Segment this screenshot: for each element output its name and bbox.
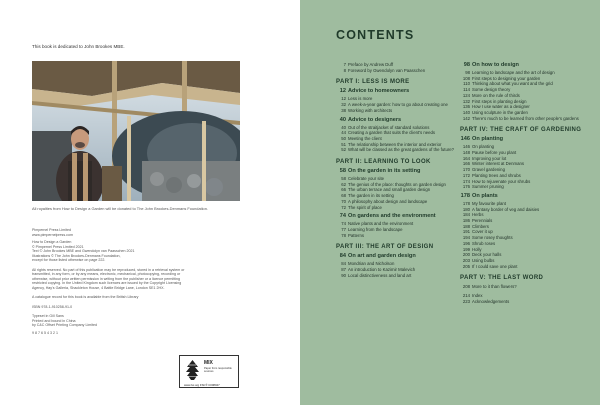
typeset-info: Typeset in Gill Sans	[32, 314, 64, 318]
page-number: 51	[341, 141, 346, 147]
entry-title: On art and garden design	[348, 253, 416, 260]
isbn: ISBN 978-1-910258-91-0	[32, 304, 73, 309]
entry-title: Shrub roses	[472, 240, 496, 246]
contents-title: CONTENTS	[336, 28, 415, 42]
page-number: 108	[462, 75, 470, 81]
entry-title: Learning from the landscape	[348, 226, 403, 232]
page-number: 50	[341, 135, 346, 141]
page-number: 184	[462, 212, 470, 218]
entry-title: On planting	[472, 136, 504, 143]
page-number: 191	[462, 229, 470, 235]
copyright-publisher: © Pimpernel Press Limited 2021	[32, 244, 84, 249]
entry-title: More on the rule of thirds	[472, 92, 520, 98]
entry-title: Preface by Andrew Duff	[348, 62, 394, 67]
page-number: 146	[460, 136, 470, 143]
entry-title: Meeting the client	[348, 135, 382, 141]
entry-title: Holly	[472, 246, 482, 252]
page-number: 146	[462, 144, 470, 150]
contents-entry	[336, 273, 456, 279]
printer-info: by C&C Offset Printing Company Limited	[32, 323, 98, 327]
catalogue-statement: A catalogue record for this book is available from the British Library	[32, 295, 139, 299]
page-number: 223	[462, 298, 470, 304]
book-title: How to Design a Garden	[32, 240, 72, 244]
entry-title: Using bulbs	[472, 257, 495, 263]
page-number: 58	[339, 168, 346, 175]
page-number: 84	[341, 261, 346, 267]
entry-title: On plants	[472, 192, 498, 199]
page-number: 132	[462, 98, 470, 104]
photo-illustration	[32, 61, 240, 201]
page-number: 178	[460, 192, 470, 199]
entry-title: How to rejuvenate your shrubs	[472, 178, 531, 184]
entry-title: Less is more	[348, 96, 373, 102]
part-heading: PART III: THE ART OF DESIGN	[336, 244, 434, 251]
photo-caption: All royalties from How to Design a Garden will be donated to The John Brookes-Denmans Foundation.	[32, 206, 208, 211]
page-number: 164	[462, 155, 470, 161]
chapter-heading	[336, 117, 456, 124]
page-number: 196	[462, 240, 470, 246]
entry-title: Cover it up	[472, 229, 493, 235]
entry-title: Some rosey thoughts	[472, 235, 513, 241]
page-number: 98	[465, 70, 470, 75]
page-number: 180	[462, 206, 470, 212]
page-number: 203	[462, 257, 470, 263]
part-heading: PART IV: THE CRAFT OF GARDENING	[460, 127, 582, 134]
page-number: 140	[462, 109, 470, 115]
contents-entry	[460, 299, 600, 305]
chapter-heading	[336, 88, 456, 95]
contents-entry	[460, 284, 600, 290]
page-number: 7	[343, 62, 346, 67]
rights-statement: All rights reserved. No part of this publication may be reproduced, stored in a retrieval system or transmitted, in any form, or by any means, electronic, mechanical, photocopying, recording or otherwise, without prior written permission in writing from the publisher or a licence permitting restricted copying. In the United Kingdom such licences are issued by the Copyright Licensing Agency, Hay's Galleria, Shackleton House, 4 Battle Bridge Lane, London SE1 2HX.	[32, 267, 185, 290]
page-number: 114	[463, 87, 470, 93]
page-number: 186	[462, 218, 470, 224]
page-number: 214	[462, 293, 470, 299]
entry-title: Perennials	[472, 218, 493, 224]
page-number: 66	[341, 187, 346, 193]
fsc-mix-label: MIX	[204, 360, 213, 366]
entry-title: Winter interest at Denmans	[472, 161, 525, 167]
entry-title: Index	[472, 293, 483, 299]
page-number: 44	[341, 130, 346, 136]
entry-title: If I could save one plant	[472, 263, 518, 269]
contents-entry	[460, 264, 600, 270]
contents-page	[300, 0, 600, 405]
entry-title: Herbs	[472, 212, 484, 218]
page-number: 62	[341, 181, 346, 187]
copyright-except: except for those listed otherwise on page 222.	[32, 258, 106, 262]
page-number: 8	[343, 67, 346, 73]
contents-entry	[336, 147, 456, 153]
contents-entry	[460, 184, 600, 190]
fsc-site: www.fsc.org	[184, 383, 200, 387]
entry-title: Deck your halls	[472, 252, 502, 258]
contents-entry	[336, 108, 456, 114]
page-number: 58	[341, 176, 346, 182]
fsc-logo	[179, 355, 239, 388]
entry-title: The spirit of place	[348, 204, 382, 210]
chapter-heading	[460, 62, 600, 69]
page-number: 136	[462, 104, 470, 110]
entry-title: Improving your lot	[472, 155, 507, 161]
page-number: 208	[462, 284, 470, 290]
part-heading: PART I: LESS IS MORE	[336, 79, 410, 86]
page-number: 72	[341, 204, 346, 210]
page-number: 148	[462, 150, 470, 156]
contents-entry	[460, 116, 600, 122]
page-number: 74	[339, 213, 346, 220]
entry-title: Local distinctiveness and land art	[348, 272, 412, 278]
page-number: 87	[341, 267, 346, 273]
entry-title: A week-a-year garden: how to go about creating one	[348, 102, 448, 108]
entry-title: Planting trees and shrubs	[472, 172, 521, 178]
chapter-heading	[460, 136, 600, 143]
entry-title: Climbers	[472, 223, 489, 229]
entry-title: Native plants and the environment	[348, 221, 414, 227]
part-heading: PART V: THE LAST WORD	[460, 275, 544, 282]
entry-title: Out of the straitjacket of standard solutions	[348, 124, 430, 130]
page-number: 77	[341, 226, 346, 232]
page-number: 172	[462, 172, 470, 178]
chapter-heading	[336, 253, 456, 260]
entry-title: Celebrate your site	[348, 176, 385, 182]
page-number: 174	[462, 178, 470, 184]
page-number: 166	[462, 161, 470, 167]
page-number: 84	[339, 253, 346, 260]
page-number: 38	[341, 107, 346, 113]
entry-title: The relationship between the interior and exterior	[348, 141, 442, 147]
entry-title: First steps to designing your garden	[472, 75, 541, 81]
contents-column-2	[460, 62, 600, 305]
page-number: 78	[341, 232, 346, 238]
contents-entry	[336, 205, 456, 211]
page-number: 178	[462, 200, 470, 206]
page-number: 12	[341, 96, 346, 102]
entry-title: My favourite plant	[472, 200, 506, 206]
entry-title: Thinking about what you want and the grid	[472, 81, 553, 87]
entry-title: Patterns	[348, 232, 365, 238]
part-heading: PART II: LEARNING TO LOOK	[336, 159, 431, 166]
publisher-website: www.pimpernelpress.com	[32, 232, 73, 237]
chapter-heading	[460, 193, 600, 200]
entry-title: Advice to designers	[348, 116, 402, 123]
entry-title: What will be classed as the great gardens of the future?	[348, 147, 455, 153]
entry-title: First steps in planting design	[472, 98, 527, 104]
page-number: 12	[339, 88, 346, 95]
page-number: 40	[341, 124, 346, 130]
page-number: 90	[341, 272, 346, 278]
entry-title: On the garden in its setting	[348, 168, 421, 175]
entry-title: An introduction to Kazimir Malevich	[348, 267, 416, 273]
page-number: 74	[341, 221, 346, 227]
contents-entry	[336, 233, 456, 239]
contents-column-1	[336, 62, 456, 278]
entry-title: A fantasy border of veg and daisies	[472, 206, 540, 212]
entry-title: Foreword by Gwendolyn van Paasschen	[348, 67, 426, 73]
entry-title: On how to design	[472, 62, 519, 68]
page-number: 142	[462, 115, 470, 121]
entry-title: The garden in its setting	[348, 193, 394, 199]
dedication-text: This book is dedicated to John Brookes MBE.	[32, 44, 125, 49]
page-number: 205	[462, 263, 470, 269]
publisher-name: Pimpernel Press Limited	[32, 228, 71, 232]
page-number: 40	[339, 116, 346, 123]
fsc-tree-icon	[184, 359, 201, 381]
entry-title: More to it than flowers?	[472, 284, 517, 290]
page-number: 52	[341, 147, 346, 153]
photo-gardener-shed	[32, 61, 240, 201]
entry-title: Working with architects	[348, 107, 393, 113]
page-number: 70	[341, 198, 346, 204]
entry-title: Summer pruning	[472, 184, 504, 190]
page-number: 68	[341, 193, 346, 199]
entry-title: Pause before you plant	[472, 150, 517, 156]
page-number: 194	[462, 235, 470, 241]
entry-title: On gardens and the environment	[348, 213, 436, 220]
copyright-illustrations: Illustrations © The John Brookes-Denmans Foundation,	[32, 253, 121, 258]
page-number: 110	[463, 81, 470, 87]
entry-title: How I use water as a designer	[472, 104, 530, 110]
copyright-text: Text © John Brookes MBE and Gwendolyn van Paasschen 2021	[32, 249, 135, 253]
entry-title: On planting	[472, 144, 494, 150]
entry-title: Gravel gardening	[472, 167, 505, 173]
chapter-heading	[336, 213, 456, 220]
page-number: 199	[462, 246, 470, 252]
page-number: 188	[462, 223, 470, 229]
fsc-licence: FSC® C008047	[199, 383, 220, 387]
entry-title: Some design theory	[472, 87, 511, 93]
entry-title: Learning to landscape and the art of design	[472, 70, 555, 75]
entry-title: Creating a garden that suits the client's needs	[348, 130, 436, 136]
page-number: 98	[463, 62, 470, 68]
page-number: 32	[341, 102, 346, 108]
printed-info: Printed and bound in China	[32, 318, 76, 323]
entry-title: The genius of the place: thoughts on garden design	[348, 181, 446, 187]
entry-title: There's much to be learned from other people's gardens	[472, 115, 579, 121]
imprint-block	[32, 228, 187, 340]
print-run: 9 8 7 6 5 4 3 2 1	[32, 330, 58, 335]
chapter-heading	[336, 168, 456, 175]
entry-title: Using sculpture in the garden	[472, 109, 528, 115]
entry-title: Mondrian and Nicholson	[348, 261, 395, 267]
entry-title: A philosophy about design and landscape	[348, 198, 428, 204]
page-number: 200	[462, 252, 470, 258]
fsc-code	[184, 383, 239, 387]
page-number: 176	[462, 184, 470, 190]
fsc-sources-text: Paper from responsible sources	[204, 367, 232, 374]
entry-title: The urban terrace and small garden design	[348, 187, 431, 193]
page-number: 170	[462, 167, 470, 173]
page-number: 124	[462, 92, 470, 98]
entry-title: Advice to homeowners	[348, 88, 410, 95]
contents-entry	[336, 68, 456, 74]
entry-title: Acknowledgements	[472, 298, 510, 304]
